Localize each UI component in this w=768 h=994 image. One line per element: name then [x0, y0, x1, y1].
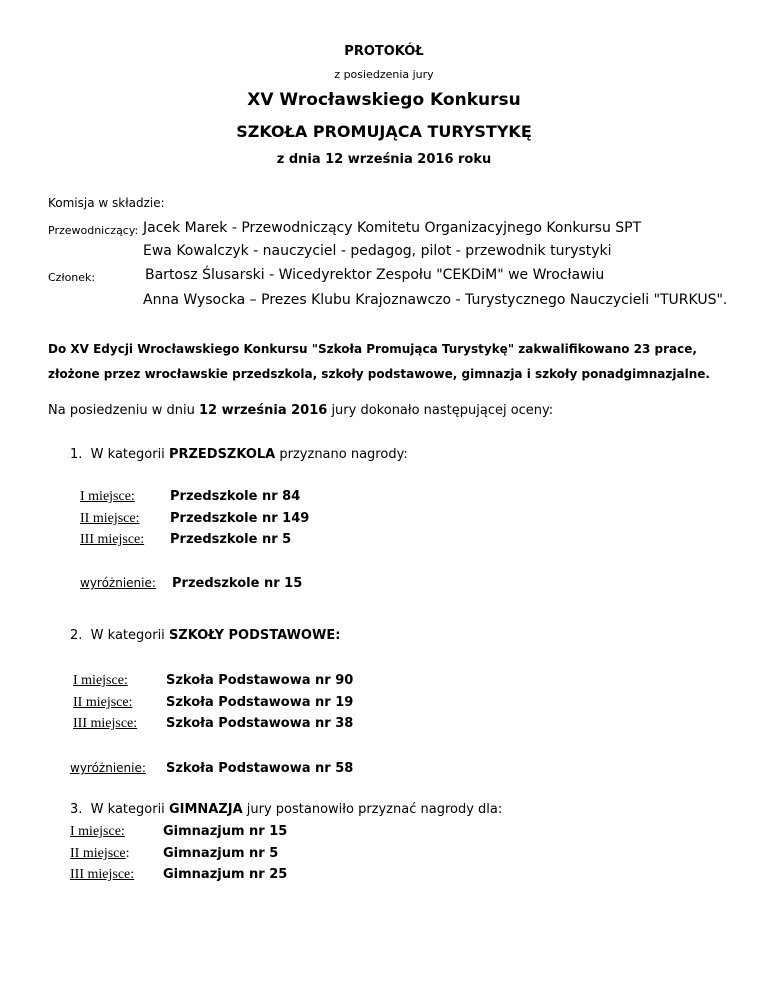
award-place: wyróżnienie: [80, 576, 156, 590]
award-place: III miejsce: [73, 716, 138, 731]
award-winner: Szkoła Podstawowa nr 38 [166, 716, 354, 731]
category-2-heading: 2. W kategorii SZKOŁY PODSTAWOWE: [70, 628, 341, 643]
award-place: wyróżnienie: [70, 761, 146, 775]
award-winner: Przedszkole nr 84 [170, 489, 301, 504]
summary-line-1: Do XV Edycji Wrocławskiego Konkursu "Szkoła Promująca Turystykę" zakwalifikowano 23 prace, [48, 342, 697, 356]
award-winner: Szkoła Podstawowa nr 90 [166, 673, 354, 688]
document-title: PROTOKÓŁ [344, 44, 424, 59]
award-winner: Gimnazjum nr 5 [163, 846, 279, 861]
award-place: I miejsce: [73, 673, 128, 688]
member-3: Anna Wysocka – Prezes Klubu Krajoznawczo - Turystycznego Nauczycieli "TURKUS". [143, 292, 728, 308]
document-subtitle: z posiedzenia jury [334, 68, 434, 81]
member-2: Bartosz Ślusarski - Wicedyrektor Zespołu "CEKDiM" we Wrocławiu [145, 267, 605, 283]
committee-heading: Komisja w składzie: [48, 196, 165, 210]
meeting-date: z dnia 12 września 2016 roku [276, 152, 492, 167]
award-place: III miejsce: [80, 532, 145, 547]
category-3-heading: 3. W kategorii GIMNAZJA jury postanowiło przyznać nagrody dla: [70, 802, 503, 817]
chair-name: Jacek Marek - Przewodniczący Komitetu Organizacyjnego Konkursu SPT [143, 220, 642, 236]
award-place: II miejsce: [70, 846, 130, 861]
contest-name: SZKOŁA PROMUJĄCA TURYSTYKĘ [236, 122, 532, 141]
award-winner: Przedszkole nr 149 [170, 511, 310, 526]
award-winner: Przedszkole nr 5 [170, 532, 292, 547]
meeting-statement: Na posiedzeniu w dniu 12 września 2016 jury dokonało następującej oceny: [48, 403, 554, 418]
award-winner: Gimnazjum nr 15 [163, 824, 288, 839]
award-winner: Gimnazjum nr 25 [163, 867, 288, 882]
award-winner: Szkoła Podstawowa nr 19 [166, 695, 354, 710]
member-1: Ewa Kowalczyk - nauczyciel - pedagog, pilot - przewodnik turystyki [143, 243, 612, 259]
summary-line-2: złożone przez wrocławskie przedszkola, szkoły podstawowe, gimnazja i szkoły ponadgimnazjalne. [48, 367, 710, 381]
award-place: I miejsce: [80, 489, 135, 504]
award-place: I miejsce: [70, 824, 125, 839]
chair-label: Przewodniczący: [48, 224, 139, 237]
member-label: Członek: [48, 271, 96, 284]
award-place: III miejsce: [70, 867, 135, 882]
award-winner: Przedszkole nr 15 [172, 576, 303, 591]
award-winner: Szkoła Podstawowa nr 58 [166, 761, 354, 776]
category-1-heading: 1. W kategorii PRZEDSZKOLA przyznano nagrody: [70, 447, 408, 462]
contest-title: XV Wrocławskiego Konkursu [247, 90, 521, 110]
award-place: II miejsce: [80, 511, 140, 526]
award-place: II miejsce: [73, 695, 133, 710]
